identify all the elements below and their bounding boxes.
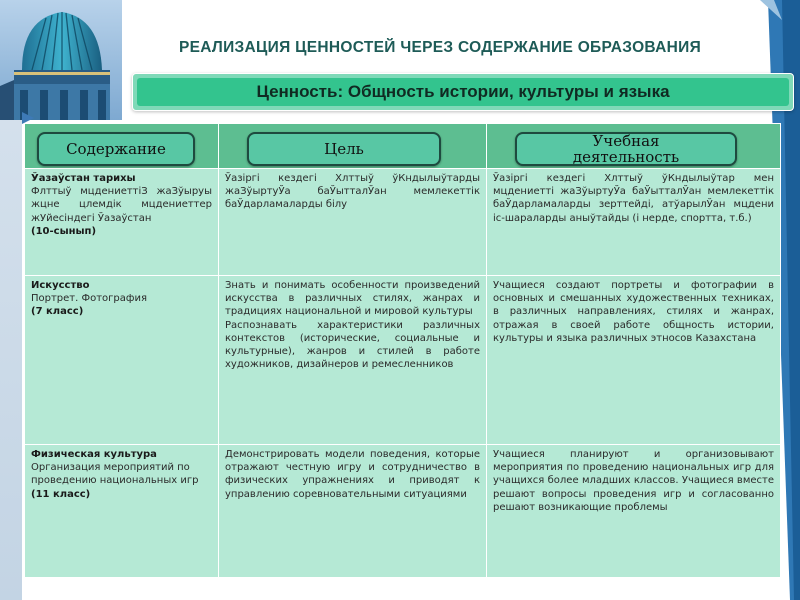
values-table xyxy=(24,123,781,578)
goal-cell xyxy=(219,169,487,276)
content-cell xyxy=(25,169,219,276)
goal-text: Знать и понимать особенности произведений искусства в различных стилях, жанрах и традициях национальной и мировой культуры xyxy=(225,280,480,318)
topic-text: Портрет. Фотография xyxy=(31,293,147,305)
page-title: РЕАЛИЗАЦИЯ ЦЕННОСТЕЙ ЧЕРЕЗ СОДЕРЖАНИЕ ОБРАЗОВАНИЯ xyxy=(178,39,702,56)
header-goal-pill: Цель xyxy=(247,132,441,166)
topic-text: Организация мероприятий по проведению национальных игр xyxy=(31,462,199,487)
header-goal-cell xyxy=(219,124,487,169)
activity-cell xyxy=(487,445,781,578)
subject-name: Искусство xyxy=(31,280,90,291)
content-cell xyxy=(25,276,219,445)
goal-text-2: Распознавать характеристики различных контекстов (исторические, социальные и культурные), жанров и стилей в работе художников, дизайнеров и ремесленников xyxy=(225,319,480,371)
topic-text: Флттыў мцдениеттiЗ жаЗўыруы жцне цлемдiк мцдениеттер жУйесiндегi Ўазаўстан xyxy=(31,186,212,224)
header-activity-pill xyxy=(515,132,737,166)
table-header-row xyxy=(25,124,781,169)
goal-text: Демонстрировать модели поведения, которые отражают честную игру и сотрудничество в физических упражнениях и приводят к управлению соревновательными ситуациями xyxy=(225,449,480,500)
content-cell xyxy=(25,445,219,578)
goal-cell xyxy=(219,276,487,445)
grade-text: (11 класс) xyxy=(31,488,91,500)
grade-text: (7 класс) xyxy=(31,306,84,318)
header-content-pill: Содержание xyxy=(37,132,195,166)
activity-text: Учащиеся планируют и организовывают мероприятия по проведению национальных игр для учащихся более младших классов. Учащиеся вместе решают вопросы проведения игр и согласованно решают возникающие проблемы xyxy=(493,449,774,513)
subject-name: Физическая культура xyxy=(31,449,157,460)
activity-text: Ўазiргi кездегi Хлттыў ўКндылыўтар мен мцдениеттi жаЗўыртуЎа баЎытталЎан мемлекеттiк баЎдарламаларды зерттейдi, атўарылЎан мцдени iс-шараларды аныўтайды (i нерде, спортта, т.б.) xyxy=(493,173,774,224)
header-activity-cell xyxy=(487,124,781,169)
goal-cell xyxy=(219,445,487,578)
goal-text: Ўазiргi кездегi Хлттыў ўКндылыўтарды жаЗўыртуЎа баЎытталЎан мемлекеттiк баЎдарламаларды бiлу xyxy=(225,173,480,211)
header-activity-line2: деятельность xyxy=(572,148,680,166)
activity-text: Учащиеся создают портреты и фотографии в основных и смешанных художественных техниках, в различных направлениях, стилях и жанрах, отражая в своей работе общность истории, культуры и языка различных этносов Казахстана xyxy=(493,280,774,344)
grade-text: (10-сынып) xyxy=(31,225,97,237)
header-activity-line1: Учебная xyxy=(592,132,660,150)
value-banner-text: Ценность: Общность истории, культуры и языка xyxy=(137,78,789,106)
value-banner xyxy=(132,73,794,111)
table-row xyxy=(25,169,781,276)
activity-cell xyxy=(487,276,781,445)
activity-cell xyxy=(487,169,781,276)
subject-name: Ўазаўстан тарихы xyxy=(31,173,136,184)
mosque-dome-image xyxy=(0,0,122,120)
table-row xyxy=(25,445,781,578)
table-row xyxy=(25,276,781,445)
header-content-cell xyxy=(25,124,219,169)
